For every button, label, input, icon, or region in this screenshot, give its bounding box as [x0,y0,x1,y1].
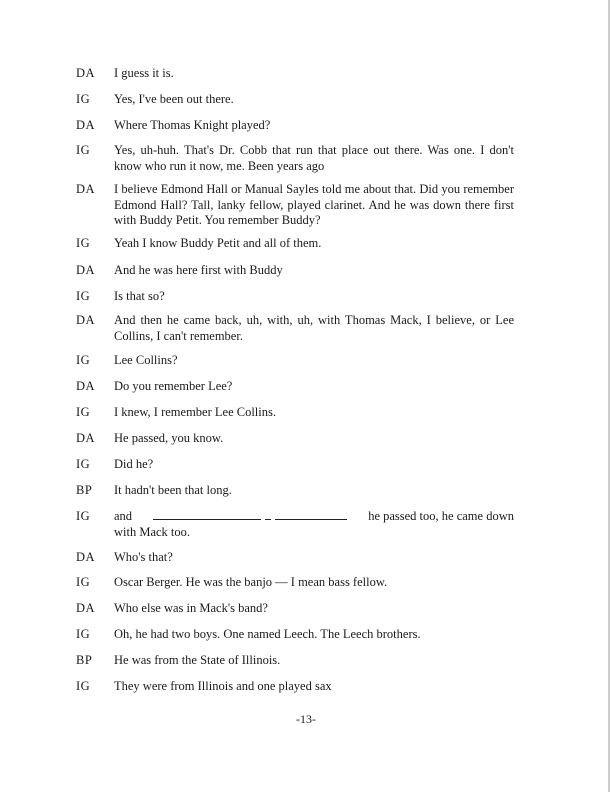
scan-edge-shadow [608,0,610,792]
speaker-label: DA [76,431,96,445]
dialogue-text: Do you remember Lee? [114,379,233,393]
speaker-label: IG [76,509,91,523]
dialogue-text: Yeah I know Buddy Petit and all of them. [114,236,322,250]
speaker-label: BP [76,653,93,667]
speaker-label: DA [76,66,96,80]
dialogue-text-line2: with Mack too. [114,524,191,539]
speaker-label: IG [76,353,91,367]
speaker-label: IG [76,143,91,157]
dialogue-text: He was from the State of Illinois. [114,653,281,667]
dialogue-text: It hadn't been that long. [114,483,232,497]
dialogue-text: Oscar Berger. He was the banjo — I mean bass fellow. [114,575,388,589]
redaction-blank [265,509,271,520]
page-number: -13- [296,712,316,726]
dialogue-text: I guess it is. [114,66,174,80]
speaker-label: DA [76,182,96,196]
dialogue-text [114,509,514,540]
dialogue-text: Is that so? [114,289,165,303]
speaker-label: DA [76,118,96,132]
dialogue-text: Where Thomas Knight played? [114,118,271,132]
dialogue-text: He passed, you know. [114,431,224,445]
dialogue-text: Lee Collins? [114,353,178,367]
dialogue-text-before: and [114,509,133,523]
speaker-label: IG [76,236,91,250]
speaker-label: DA [76,313,96,327]
dialogue-text: Who's that? [114,550,173,564]
dialogue-text: They were from Illinois and one played sax [114,679,332,693]
speaker-label: IG [76,289,91,303]
speaker-label: DA [76,550,96,564]
dialogue-text: Yes, I've been out there. [114,92,234,106]
speaker-label: IG [76,679,91,693]
speaker-label: DA [76,263,96,277]
speaker-label: BP [76,483,93,497]
dialogue-text: Oh, he had two boys. One named Leech. The Leech brothers. [114,627,421,641]
speaker-label: DA [76,379,96,393]
speaker-label: IG [76,405,91,419]
speaker-label: DA [76,601,96,615]
speaker-label: IG [76,92,91,106]
dialogue-text: I knew, I remember Lee Collins. [114,405,276,419]
dialogue-text-after: he passed too, he came down [368,509,514,523]
dialogue-text: And he was here first with Buddy [114,263,283,277]
speaker-label: IG [76,457,91,471]
dialogue-text: Yes, uh-huh. That's Dr. Cobb that run that place out there. Was one. I don't know who run it now, me. Been years ago [114,143,514,173]
dialogue-text: And then he came back, uh, with, uh, with Thomas Mack, I believe, or Lee Collins, I can't remember. [114,313,514,343]
dialogue-text: I believe Edmond Hall or Manual Sayles told me about that. Did you remember Edmond Hall? Tall, lanky fellow, played clarinet. And he was down there first with Buddy Petit. You remember Buddy? [114,182,514,227]
dialogue-text: Who else was in Mack's band? [114,601,268,615]
dialogue-text: Did he? [114,457,154,471]
redaction-blank [153,509,261,520]
speaker-label: IG [76,627,91,641]
speaker-label: IG [76,575,91,589]
redaction-blank [275,509,347,520]
